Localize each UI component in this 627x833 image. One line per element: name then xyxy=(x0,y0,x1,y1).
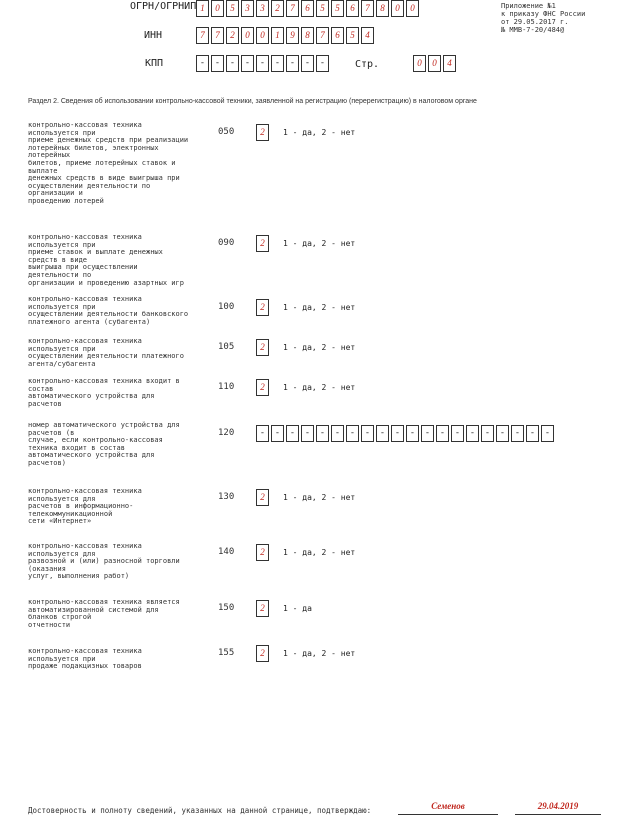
row-description-line: контрольно-кассовая техника xyxy=(28,233,142,241)
form-cell: 6 xyxy=(346,0,359,17)
form-cell: 5 xyxy=(331,0,344,17)
form-cell: 0 xyxy=(413,55,426,72)
row-description-line: контрольно-кассовая техника xyxy=(28,487,142,495)
row-options: 1 - да, 2 - нет xyxy=(283,493,356,502)
form-cell: - xyxy=(256,425,269,442)
form-cell: - xyxy=(481,425,494,442)
row-options: 1 - да, 2 - нет xyxy=(283,383,356,392)
row-options: 1 - да xyxy=(283,604,312,613)
row-description-line: контрольно-кассовая техника входит в xyxy=(28,377,180,385)
row-description-line: контрольно-кассовая техника xyxy=(28,121,142,129)
inn-cells xyxy=(196,27,376,44)
form-cell: 7 xyxy=(361,0,374,17)
row-description-line: (оказания xyxy=(28,564,66,573)
row-description-line: используется для xyxy=(28,549,96,558)
form-cell: - xyxy=(241,55,254,72)
row-value-box: 2 xyxy=(256,124,269,141)
row-value-box: 2 xyxy=(256,235,269,252)
row-description-line: выплате xyxy=(28,166,58,175)
row-description xyxy=(28,543,213,581)
form-cell: - xyxy=(211,55,224,72)
form-cell: 0 xyxy=(406,0,419,17)
form-cell: - xyxy=(286,425,299,442)
row-description-line: отчетности xyxy=(28,620,71,629)
row-description-line: случае, если контрольно-кассовая xyxy=(28,436,163,445)
footer-confirmation-text: Достоверность и полноту сведений, указанных на данной странице, подтверждаю: xyxy=(28,806,372,815)
row-options: 1 - да, 2 - нет xyxy=(283,239,356,248)
row-description xyxy=(28,422,213,468)
form-cell: 1 xyxy=(271,27,284,44)
row-description-line: техника входит в состав xyxy=(28,443,125,452)
form-cell: 3 xyxy=(241,0,254,17)
page-label: Стр. xyxy=(355,59,380,70)
row-description-line: используется при xyxy=(28,302,96,311)
row-description-line: сети «Интернет» xyxy=(28,517,92,526)
form-cell: 7 xyxy=(286,0,299,17)
row-description-line: организации и xyxy=(28,189,83,198)
form-cell: 8 xyxy=(301,27,314,44)
row-description-line: агента/субагента xyxy=(28,359,96,368)
form-cell: 7 xyxy=(211,27,224,44)
row-description-line: контрольно-кассовая техника xyxy=(28,542,142,550)
row-description xyxy=(28,378,213,408)
form-cell: - xyxy=(301,425,314,442)
form-cell: - xyxy=(196,55,209,72)
row-description-line: расчетов (в xyxy=(28,428,75,437)
form-cell: 9 xyxy=(286,27,299,44)
row-description-line: контрольно-кассовая техника xyxy=(28,295,142,303)
row-description-line: автоматического устройства для xyxy=(28,451,155,460)
form-cell: 7 xyxy=(196,27,209,44)
row-description-line: развозной и (или) разносной торговли xyxy=(28,557,180,566)
form-cell: - xyxy=(526,425,539,442)
form-cell: 0 xyxy=(256,27,269,44)
row-options: 1 - да, 2 - нет xyxy=(283,128,356,137)
kpp-label: КПП xyxy=(145,58,164,69)
row-code: 140 xyxy=(218,547,235,557)
appendix-line: № ММВ-7-20/484@ xyxy=(501,26,565,34)
row-value-box: 2 xyxy=(256,645,269,662)
ogrn-label: ОГРН/ОГРНИП xyxy=(130,1,197,12)
row-code: 050 xyxy=(218,127,235,137)
row-description-line: состав xyxy=(28,384,54,393)
row-code: 090 xyxy=(218,238,235,248)
form-cell: 5 xyxy=(346,27,359,44)
row-value-box: 2 xyxy=(256,489,269,506)
row-description-line: используется при xyxy=(28,128,96,137)
row-options: 1 - да, 2 - нет xyxy=(283,649,356,658)
row-description-line: выигрыша при осуществлении xyxy=(28,263,138,272)
row-description xyxy=(28,488,213,526)
form-cell: 4 xyxy=(443,55,456,72)
row-description-line: проведению лотерей xyxy=(28,196,104,205)
form-cell: 8 xyxy=(376,0,389,17)
row-description-line: услуг, выполнения работ) xyxy=(28,572,130,581)
form-cell: 6 xyxy=(301,0,314,17)
row-description-line: лотерейных билетов, электронных xyxy=(28,143,159,152)
row-description-line: денежных средств в виде выигрыша при xyxy=(28,174,180,183)
row-value-box: 2 xyxy=(256,379,269,396)
form-cell: - xyxy=(421,425,434,442)
form-cell: 1 xyxy=(196,0,209,17)
row-description-line: деятельности по xyxy=(28,270,92,279)
form-cell: 7 xyxy=(316,27,329,44)
row-description-line: используется для xyxy=(28,494,96,503)
form-cell: 3 xyxy=(256,0,269,17)
form-cell: 0 xyxy=(241,27,254,44)
form-cell: 4 xyxy=(361,27,374,44)
row-description-line: расчетов xyxy=(28,399,62,408)
row-description-line: контрольно-кассовая техника является xyxy=(28,598,180,606)
form-cell: - xyxy=(541,425,554,442)
form-cell: - xyxy=(286,55,299,72)
form-cell: 0 xyxy=(391,0,404,17)
section-title: Раздел 2. Сведения об использовании контрольно-кассовой техники, заявленной на регистрацию (перерегистрацию) в налоговом органе xyxy=(28,98,477,105)
row-description xyxy=(28,599,213,629)
row-value-box: 2 xyxy=(256,600,269,617)
date-line xyxy=(515,814,601,815)
ogrn-cells xyxy=(196,0,421,17)
form-cell: - xyxy=(331,425,344,442)
row-options: 1 - да, 2 - нет xyxy=(283,343,356,352)
form-cell: - xyxy=(496,425,509,442)
form-cell: - xyxy=(226,55,239,72)
row-description-line: организации и проведению азартных игр xyxy=(28,278,184,287)
row-description xyxy=(28,338,213,368)
row-description-line: контрольно-кассовая техника xyxy=(28,647,142,655)
row-code: 155 xyxy=(218,648,235,658)
form-cell: 6 xyxy=(331,27,344,44)
signature-date: 29.04.2019 xyxy=(537,801,579,811)
form-cell: 5 xyxy=(226,0,239,17)
row-description-line: приеме ставок и выплате денежных xyxy=(28,248,163,257)
row-description-line: платежного агента (субагента) xyxy=(28,317,151,326)
row-code: 130 xyxy=(218,492,235,502)
form-cell: - xyxy=(361,425,374,442)
form-cell: - xyxy=(376,425,389,442)
page-number-cells xyxy=(413,55,458,72)
kpp-cells xyxy=(196,55,331,72)
row-code: 110 xyxy=(218,382,235,392)
form-cell: 5 xyxy=(316,0,329,17)
row-description-line: контрольно-кассовая техника xyxy=(28,337,142,345)
row-description xyxy=(28,122,213,206)
form-cell: - xyxy=(451,425,464,442)
appendix-note xyxy=(501,2,625,34)
row-description-line: расчетов в информационно- xyxy=(28,502,134,511)
device-number-cells xyxy=(256,425,556,442)
form-cell: - xyxy=(271,55,284,72)
row-description xyxy=(28,234,213,287)
form-cell: - xyxy=(316,425,329,442)
row-options: 1 - да, 2 - нет xyxy=(283,548,356,557)
row-description-line: автоматизированной системой для xyxy=(28,605,159,614)
form-cell: - xyxy=(301,55,314,72)
row-value-box: 2 xyxy=(256,299,269,316)
inn-label: ИНН xyxy=(144,30,163,41)
row-description-line: телекоммуникационной xyxy=(28,509,113,518)
row-code: 150 xyxy=(218,603,235,613)
form-cell: 2 xyxy=(226,27,239,44)
row-description-line: бланков строгой xyxy=(28,613,92,622)
row-description-line: приеме денежных средств при реализации xyxy=(28,136,189,145)
form-cell: - xyxy=(391,425,404,442)
row-description xyxy=(28,296,213,326)
row-value-box: 2 xyxy=(256,544,269,561)
row-description-line: осуществлении деятельности банковского xyxy=(28,310,189,319)
appendix-line: от 29.05.2017 г. xyxy=(501,18,569,26)
row-description-line: используется при xyxy=(28,654,96,663)
row-description-line: номер автоматического устройства для xyxy=(28,421,180,429)
row-description-line: используется при xyxy=(28,240,96,249)
row-value-box: 2 xyxy=(256,339,269,356)
row-code: 120 xyxy=(218,428,235,438)
appendix-line: Приложение №1 xyxy=(501,2,556,10)
row-description xyxy=(28,648,213,671)
form-cell: - xyxy=(316,55,329,72)
form-cell: 0 xyxy=(428,55,441,72)
row-description-line: осуществлении деятельности по xyxy=(28,181,151,190)
row-description-line: средств в виде xyxy=(28,255,88,264)
row-code: 100 xyxy=(218,302,235,312)
row-description-line: продаже подакцизных товаров xyxy=(28,662,142,671)
form-cell: - xyxy=(436,425,449,442)
form-cell: - xyxy=(466,425,479,442)
form-cell: - xyxy=(406,425,419,442)
form-cell: - xyxy=(511,425,524,442)
form-cell: - xyxy=(346,425,359,442)
signature: Семенов xyxy=(431,801,465,811)
row-options: 1 - да, 2 - нет xyxy=(283,303,356,312)
row-description-line: расчетов) xyxy=(28,458,66,467)
form-cell: 0 xyxy=(211,0,224,17)
row-description-line: лотерейных xyxy=(28,151,71,160)
row-code: 105 xyxy=(218,342,235,352)
row-description-line: билетов, приеме лотерейных ставок и xyxy=(28,158,176,167)
form-cell: 2 xyxy=(271,0,284,17)
form-cell: - xyxy=(271,425,284,442)
row-description-line: автоматического устройства для xyxy=(28,392,155,401)
appendix-line: к приказу ФНС России xyxy=(501,10,586,18)
signature-line xyxy=(398,814,498,815)
form-cell: - xyxy=(256,55,269,72)
row-description-line: осуществлении деятельности платежного xyxy=(28,352,184,361)
row-description-line: используется при xyxy=(28,344,96,353)
